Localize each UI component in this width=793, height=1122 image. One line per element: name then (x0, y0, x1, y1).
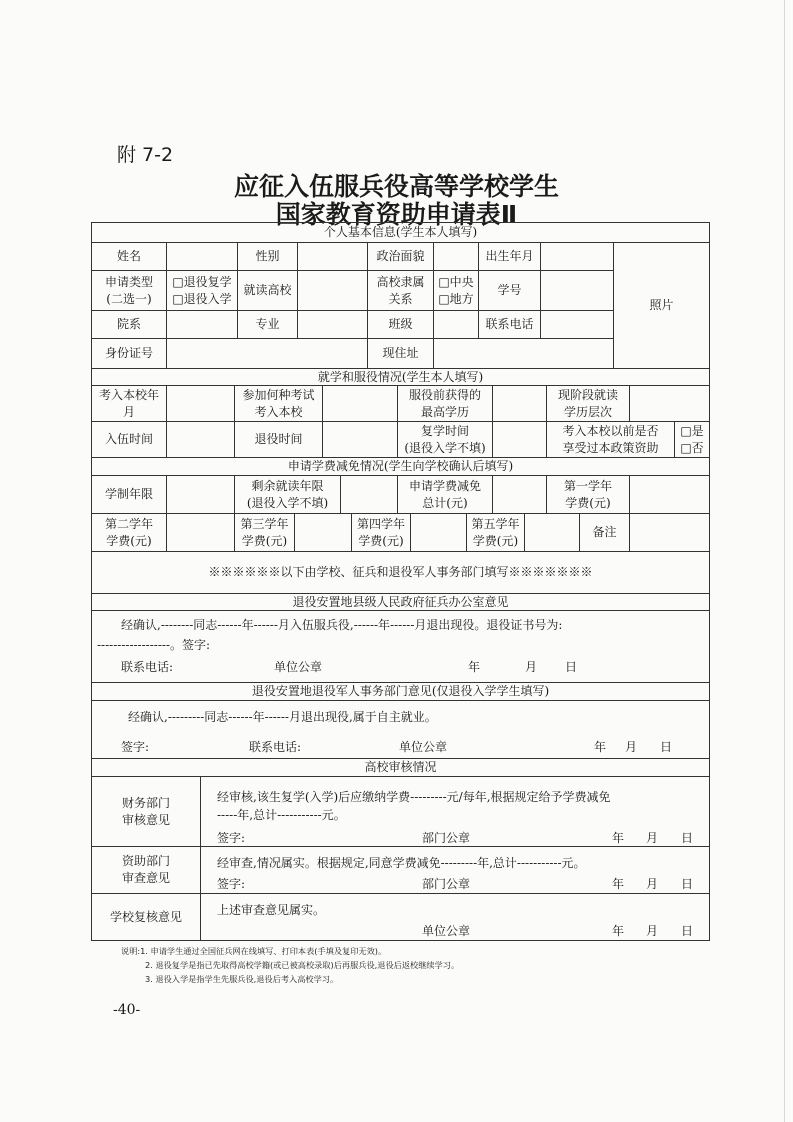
form-text: 联系电话: (121, 660, 174, 674)
input-cell[interactable] (322, 421, 398, 458)
cell-text: □中央 □地方 (438, 274, 474, 306)
form-label-cell (91, 368, 710, 386)
input-cell[interactable] (166, 475, 235, 514)
input-cell[interactable] (629, 385, 710, 422)
form-label-cell (397, 385, 493, 422)
cell-text: 院系 (116, 317, 141, 331)
form-label-cell (91, 270, 167, 311)
cell-text: 退役安置地县级人民政府征兵办公室意见 (292, 594, 509, 609)
form-label-cell (91, 475, 167, 514)
form-text: 经审查,情况属实。根据规定,同意学费减免---------年,总计-----------元。 (217, 856, 586, 870)
cell-text: 姓名 (116, 249, 141, 263)
input-cell[interactable] (524, 513, 580, 552)
cell-text: 退役安置地退役军人事务部门意见(仅退役入学学生填写) (251, 684, 550, 698)
form-label-cell (237, 310, 298, 339)
cell-text: 高校隶属 关系 (376, 274, 425, 306)
form-label-cell (91, 385, 167, 422)
input-cell[interactable] (629, 513, 710, 552)
form-text: -----年,总计-----------元。 (217, 808, 346, 822)
form-label-cell (91, 758, 710, 777)
cell-text: 政治面貌 (376, 249, 425, 263)
form-label-cell (478, 242, 541, 271)
form-label-cell (91, 513, 167, 552)
form-text: 月 (646, 831, 659, 845)
cell-text: 照片 (649, 298, 674, 312)
form-label-cell (234, 513, 295, 552)
cell-text: 剩余就读年限 (退役入学不填) (246, 478, 329, 510)
note-2: 2. 退役复学是指已先取得高校学籍(或已被高校录取)后再服兵役,退役后返校继续学习。 (145, 960, 460, 970)
cell-text: 学校复核意见 (109, 909, 182, 924)
cell-text: 财务部门 审核意见 (121, 795, 170, 827)
form-label-cell (674, 421, 710, 458)
form-text: 经审核,该生复学(入学)后应缴纳学费---------元/每年,根据规定给予学费减免 (217, 790, 611, 804)
cell-text: 备注 (592, 525, 617, 539)
form-label-cell (367, 270, 434, 311)
form-text: 年 (612, 924, 625, 938)
form-text: 月 (525, 660, 538, 674)
form-text: 月 (625, 740, 638, 754)
cell-text: 联系电话 (485, 317, 534, 331)
note-1: 说明:1. 申请学生通过全国征兵网在线填写、打印本表(手填及复印无效)。 (121, 946, 387, 956)
cell-text: 学制年限 (104, 487, 153, 501)
cell-text: □是 □否 (680, 423, 704, 455)
form-text: 单位公章 (274, 660, 323, 674)
input-cell[interactable] (492, 421, 547, 458)
cell-text: 申请类型 (二选一) (104, 274, 153, 306)
form-text: 月 (646, 877, 659, 891)
cell-text: 第四学年 学费(元) (356, 516, 405, 548)
form-label-cell (546, 475, 630, 514)
form-label-cell (91, 682, 710, 701)
form-text: 日 (681, 877, 694, 891)
form-text: 经确认,--------同志------年------月入伍服兵役,------年------月退出现役。退役证书号为: (121, 618, 563, 632)
cell-text: 第五学年 学费(元) (471, 516, 520, 548)
input-cell[interactable] (297, 310, 368, 339)
input-cell[interactable] (166, 385, 235, 422)
form-subtitle: 国家教育资助申请表Ⅱ (275, 200, 518, 229)
application-form (91, 222, 709, 940)
form-title: 应征入伍服兵役高等学校学生 (233, 172, 559, 201)
form-text: 年 (594, 740, 607, 754)
form-label-cell (91, 893, 201, 941)
input-cell[interactable] (340, 475, 398, 514)
form-text: 日 (660, 740, 673, 754)
form-label-cell (237, 242, 298, 271)
form-label-cell (613, 242, 710, 369)
notes (121, 944, 459, 986)
cell-text: 申请学费减免 总计(元) (408, 478, 481, 510)
page-number: -40- (113, 1002, 141, 1018)
form-label-cell (367, 338, 434, 369)
form-text: 年 (612, 877, 625, 891)
cell-text: 第二学年 学费(元) (104, 516, 153, 548)
cell-text: 现住址 (382, 346, 419, 360)
form-text: ------------------。签字: (97, 638, 211, 652)
input-cell[interactable] (410, 513, 467, 552)
form-label-cell (579, 513, 630, 552)
cell-text: 服役前获得的 最高学历 (408, 387, 481, 419)
form-text: 年 (468, 660, 481, 674)
cell-text: 复学时间 (退役入学不填) (404, 423, 486, 455)
cell-text: □退役复学 □退役入学 (172, 274, 232, 306)
input-cell[interactable] (297, 270, 368, 311)
input-cell[interactable] (492, 475, 547, 514)
form-label-cell (367, 310, 434, 339)
cell-text: 资助部门 审查意见 (121, 854, 170, 885)
form-label-cell (466, 513, 525, 552)
cell-text: 第一学年 学费(元) (563, 478, 612, 510)
input-cell[interactable] (294, 513, 352, 552)
form-label-cell (91, 222, 710, 243)
input-cell[interactable] (492, 385, 547, 422)
cell-text: ※※※※※※以下由学校、征兵和退役军人事务部门填写※※※※※※※ (208, 565, 593, 579)
form-label-cell (91, 846, 201, 894)
form-label-cell (234, 385, 323, 422)
note-3: 3. 退役入学是指学生先服兵役,退役后考入高校学习。 (145, 974, 339, 984)
input-cell[interactable] (166, 338, 368, 369)
form-text: 单位公章 (422, 924, 471, 938)
form-label-cell (397, 421, 493, 458)
form-text: 上述审查意见属实。 (217, 903, 326, 917)
input-cell[interactable] (540, 270, 614, 311)
input-cell[interactable] (433, 338, 614, 369)
form-label-cell (91, 551, 710, 594)
cell-text: 考入本校年 月 (98, 387, 159, 419)
cell-text: 参加何种考试 考入本校 (242, 387, 315, 419)
input-cell[interactable] (166, 421, 235, 458)
form-text: 经确认,---------同志------年------月退出现役,属于自主就业。 (128, 710, 437, 724)
input-cell[interactable] (297, 242, 368, 271)
cell-text: 入伍时间 (104, 432, 153, 446)
form-text: 签字: (217, 831, 246, 845)
form-label-cell (91, 593, 710, 611)
cell-text: 第三学年 学费(元) (240, 516, 289, 548)
form-label-cell (91, 457, 710, 476)
form-text: 年 (612, 831, 625, 845)
cell-text: 班级 (388, 317, 413, 331)
form-text: 单位公章 (399, 740, 448, 754)
form-label-cell (91, 242, 167, 271)
input-cell[interactable] (629, 475, 710, 514)
cell-text: 就读高校 (243, 283, 292, 297)
form-label-cell (91, 338, 167, 369)
form-text: 签字: (217, 877, 246, 891)
form-text: 日 (681, 831, 694, 845)
form-label-cell (234, 421, 323, 458)
input-cell[interactable] (166, 310, 238, 339)
input-cell[interactable] (540, 242, 614, 271)
form-text: 部门公章 (422, 877, 471, 891)
input-cell[interactable] (433, 242, 479, 271)
form-text: 月 (646, 924, 659, 938)
cell-text: 现阶段就读 学历层次 (557, 387, 618, 419)
input-cell[interactable] (540, 310, 614, 339)
cell-text: 专业 (255, 317, 280, 331)
form-text: 部门公章 (422, 831, 471, 845)
form-label-cell (351, 513, 411, 552)
form-label-cell (91, 421, 167, 458)
input-cell[interactable] (166, 513, 235, 552)
input-cell[interactable] (166, 242, 238, 271)
cell-text: 个人基本信息(学生本人填写) (323, 225, 478, 239)
cell-text: 性别 (255, 249, 280, 263)
form-text: 日 (565, 660, 578, 674)
form-label-cell (433, 270, 479, 311)
form-text: 日 (681, 924, 694, 938)
form-label-cell (478, 270, 541, 311)
input-cell[interactable] (322, 385, 398, 422)
attachment-label: 附 7-2 (117, 144, 174, 166)
form-label-cell (91, 776, 201, 847)
form-label-cell (397, 475, 493, 514)
cell-text: 学号 (497, 283, 522, 297)
form-label-cell (478, 310, 541, 339)
cell-text: 考入本校以前是否 享受过本政策资助 (562, 423, 659, 455)
form-label-cell (237, 270, 298, 311)
form-label-cell (367, 242, 434, 271)
cell-text: 申请学费减免情况(学生向学校确认后填写) (287, 459, 514, 473)
form-label-cell (91, 310, 167, 339)
form-text: 联系电话: (249, 740, 302, 754)
cell-text: 就学和服役情况(学生本人填写) (317, 369, 484, 384)
form-label-cell (546, 421, 675, 458)
input-cell[interactable] (433, 310, 479, 339)
cell-text: 出生年月 (485, 249, 534, 263)
form-label-cell (234, 475, 341, 514)
cell-text: 身份证号 (104, 346, 153, 360)
form-label-cell (546, 385, 630, 422)
form-text: 签字: (121, 740, 150, 754)
cell-text: 退役时间 (254, 432, 303, 446)
cell-text: 高校审核情况 (364, 760, 437, 774)
form-label-cell (166, 270, 238, 311)
